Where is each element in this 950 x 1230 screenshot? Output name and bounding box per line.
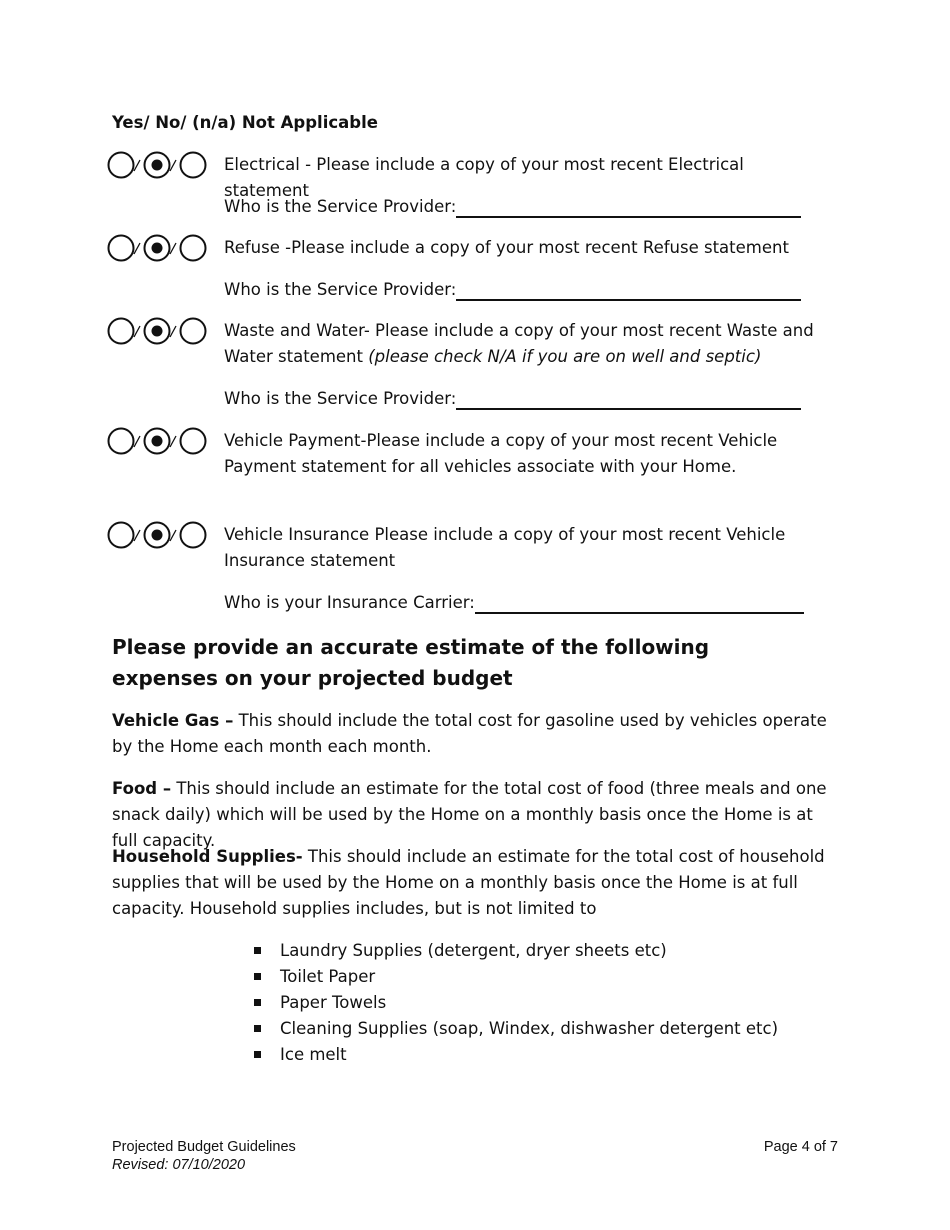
item-vehicle-insurance: [224, 522, 834, 574]
item-electrical-text: Electrical - Please include a copy of your most recent Electrical statement: [224, 155, 744, 200]
page-footer: [112, 1138, 838, 1174]
item-vehicle-payment-text: Vehicle Payment-Please include a copy of your most recent Vehicle Payment statement for all vehicles associate with your Home.: [224, 431, 778, 476]
section-heading: Please provide an accurate estimate of the following expenses on your projected budget: [112, 635, 710, 690]
radio-yes: [109, 429, 134, 454]
list-item: [250, 964, 778, 990]
item-waste-water-note: (please check N/A if you are on well and septic): [368, 347, 762, 366]
list-item: [250, 938, 778, 964]
bullet-square-icon: [254, 1051, 261, 1058]
list-item: [250, 1016, 778, 1042]
insurance-carrier-input-line[interactable]: [475, 592, 804, 614]
item-waste-water-text: Waste and Water- Please include a copy of your most recent Waste and Water statement: [224, 321, 814, 366]
paragraph-food-text: This should include an estimate for the total cost of food (three meals and one snack daily) which will be used by the Home on a monthly basis once the Home is at full capacity.: [112, 779, 827, 850]
paragraph-vehicle-gas-term: Vehicle Gas –: [112, 711, 234, 730]
bullet-square-icon: [254, 1025, 261, 1032]
item-refuse: [224, 235, 834, 261]
radio-yes: [109, 153, 134, 178]
radio-group-vehicle-insurance[interactable]: [107, 520, 209, 550]
provider-field-electrical[interactable]: [224, 196, 801, 218]
radio-na: [181, 523, 206, 548]
provider-label: Who is the Service Provider:: [224, 197, 457, 216]
provider-input-line[interactable]: [456, 388, 801, 410]
radio-no-dot: [152, 243, 163, 254]
radio-na: [181, 153, 206, 178]
radio-no-dot: [152, 530, 163, 541]
paragraph-household-supplies-term: Household Supplies-: [112, 847, 303, 866]
provider-field-waste-water[interactable]: [224, 388, 801, 410]
paragraph-vehicle-gas-text: This should include the total cost for gasoline used by vehicles operate by the Home each month each month.: [112, 711, 827, 756]
radio-yes: [109, 523, 134, 548]
item-waste-water: [224, 318, 834, 370]
radio-no-dot: [152, 436, 163, 447]
bullet-square-icon: [254, 973, 261, 980]
radio-group-refuse[interactable]: [107, 233, 209, 263]
bullet-square-icon: [254, 999, 261, 1006]
paragraph-vehicle-gas: [112, 708, 842, 760]
item-vehicle-insurance-text: Vehicle Insurance Please include a copy of your most recent Vehicle Insurance statement: [224, 525, 786, 570]
list-item: [250, 1042, 778, 1068]
list-item-text: Paper Towels: [280, 993, 387, 1012]
paragraph-household-supplies-text: This should include an estimate for the total cost of household supplies that will be used by the Home on a monthly basis once the Home is at full capacity. Household supplies includes, but is not limited to: [112, 847, 825, 918]
provider-label: Who is the Service Provider:: [224, 280, 457, 299]
list-item-text: Ice melt: [280, 1045, 347, 1064]
footer-title: Projected Budget Guidelines: [112, 1139, 296, 1155]
insurance-carrier-label: Who is your Insurance Carrier:: [224, 593, 475, 612]
radio-group-vehicle-payment[interactable]: [107, 426, 209, 456]
household-supplies-list: [250, 938, 778, 1068]
item-vehicle-payment: [224, 428, 834, 480]
paragraph-household-supplies: [112, 844, 842, 922]
list-item-text: Toilet Paper: [280, 967, 376, 986]
list-item-text: Laundry Supplies (detergent, dryer sheets etc): [280, 941, 667, 960]
radio-no-dot: [152, 160, 163, 171]
insurance-carrier-field[interactable]: [224, 592, 804, 614]
radio-na: [181, 429, 206, 454]
radio-group-waste-water[interactable]: [107, 316, 209, 346]
radio-na: [181, 236, 206, 261]
item-refuse-text: Refuse -Please include a copy of your most recent Refuse statement: [224, 238, 789, 257]
bullet-square-icon: [254, 947, 261, 954]
provider-label: Who is the Service Provider:: [224, 389, 457, 408]
radio-no-dot: [152, 326, 163, 337]
radio-group-electrical[interactable]: [107, 150, 209, 180]
radio-yes: [109, 319, 134, 344]
list-item: [250, 990, 778, 1016]
footer-revised: Revised: 07/10/2020: [112, 1157, 246, 1173]
paragraph-food-term: Food –: [112, 779, 172, 798]
provider-input-line[interactable]: [456, 279, 801, 301]
answer-legend: Yes/ No/ (n/a) Not Applicable: [112, 113, 378, 132]
paragraph-food: [112, 776, 842, 854]
provider-input-line[interactable]: [456, 196, 801, 218]
page-number: Page 4 of 7: [763, 1139, 838, 1155]
list-item-text: Cleaning Supplies (soap, Windex, dishwasher detergent etc): [280, 1019, 779, 1038]
radio-na: [181, 319, 206, 344]
radio-yes: [109, 236, 134, 261]
provider-field-refuse[interactable]: [224, 279, 801, 301]
